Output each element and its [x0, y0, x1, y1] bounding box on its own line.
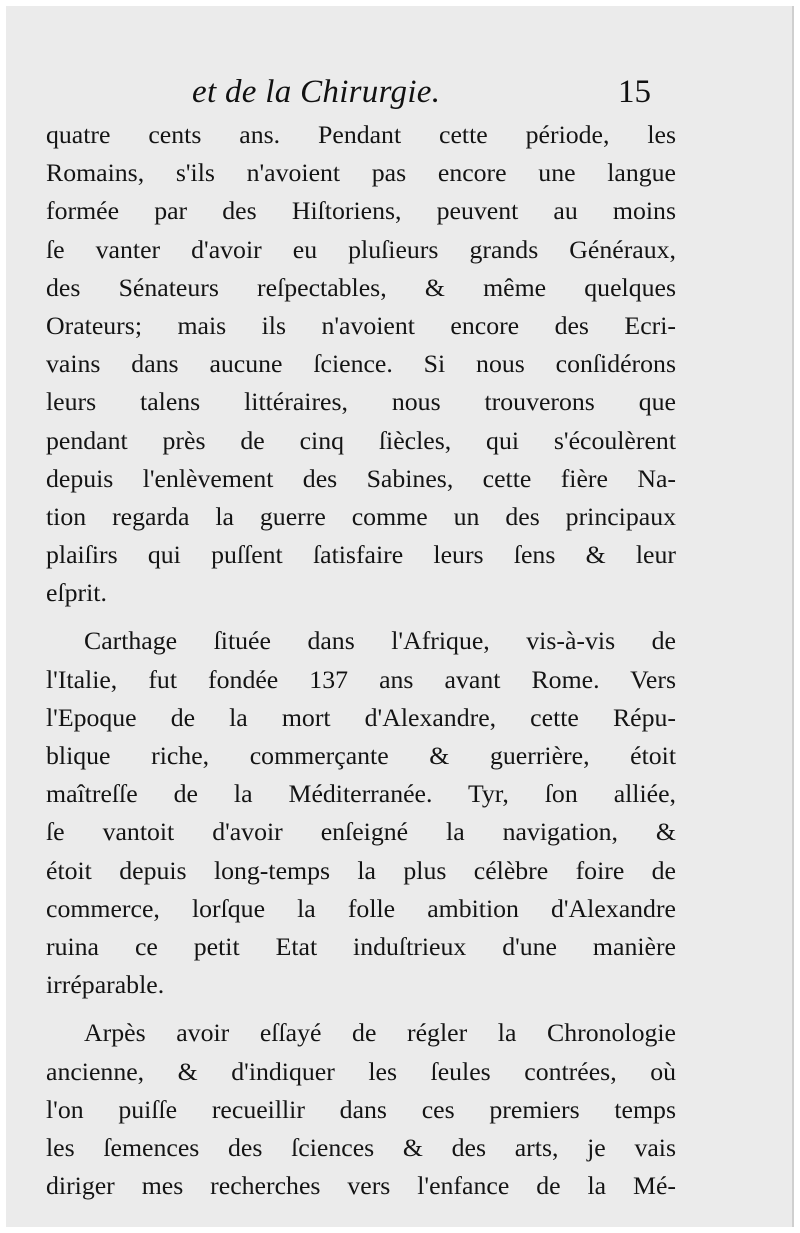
text-line: commerce, lorſque la folle ambition d'Alexandre	[46, 893, 676, 923]
paragraph	[46, 116, 676, 612]
text-line: plaiſirs qui puſſent ſatisfaire leurs ſens & leur	[46, 540, 676, 570]
text-line: Orateurs; mais ils n'avoient encore des Ecri-	[46, 310, 676, 340]
text-line: eſprit.	[46, 578, 107, 608]
text-line: diriger mes recherches vers l'enfance de la Mé-	[46, 1171, 676, 1201]
text-line: Arpès avoir eſſayé de régler la Chronologie	[84, 1018, 676, 1048]
text-line: ſe vantoit d'avoir enſeigné la navigation, &	[46, 817, 676, 847]
text-line: ruina ce petit Etat induſtrieux d'une manière	[46, 931, 676, 961]
text-line: pendant près de cinq ſiècles, qui s'écoulèrent	[46, 425, 676, 455]
paragraph	[46, 1014, 676, 1205]
running-title: et de la Chirurgie.	[192, 74, 441, 110]
text-line: quatre cents ans. Pendant cette période, les	[46, 120, 676, 149]
text-line: maîtreſſe de la Méditerranée. Tyr, ſon alliée,	[46, 779, 676, 809]
book-page	[6, 6, 794, 1227]
text-line: Romains, s'ils n'avoient pas encore une langue	[46, 158, 676, 188]
paragraph	[46, 622, 676, 1004]
text-line: des Sénateurs reſpectables, & même quelques	[46, 272, 676, 302]
text-line: vains dans aucune ſcience. Si nous conſidérons	[46, 349, 676, 379]
text-line: ſe vanter d'avoir eu pluſieurs grands Généraux,	[46, 234, 676, 264]
text-line: ancienne, & d'indiquer les ſeules contrées, où	[46, 1056, 676, 1086]
text-line: l'Italie, fut fondée 137 ans avant Rome. Vers	[46, 664, 676, 694]
text-line: tion regarda la guerre comme un des principaux	[46, 501, 676, 531]
text-line: étoit depuis long-temps la plus célèbre foire de	[46, 855, 676, 885]
text-line: depuis l'enlèvement des Sabines, cette fière Na-	[46, 463, 676, 493]
text-line: les ſemences des ſciences & des arts, je vais	[46, 1132, 676, 1162]
text-line: blique riche, commerçante & guerrière, étoit	[46, 741, 676, 770]
page-header	[6, 66, 792, 118]
body-text	[46, 116, 676, 1205]
text-line: l'Epoque de la mort d'Alexandre, cette Répu-	[46, 702, 676, 732]
page-number: 15	[618, 74, 651, 110]
text-line: irréparable.	[46, 970, 165, 1000]
text-line: Carthage ſituée dans l'Afrique, vis-à-vis de	[84, 626, 676, 656]
text-line: leurs talens littéraires, nous trouverons que	[46, 387, 676, 417]
text-line: formée par des Hiſtoriens, peuvent au moins	[46, 196, 676, 226]
text-line: l'on puiſſe recueillir dans ces premiers temps	[46, 1094, 676, 1124]
